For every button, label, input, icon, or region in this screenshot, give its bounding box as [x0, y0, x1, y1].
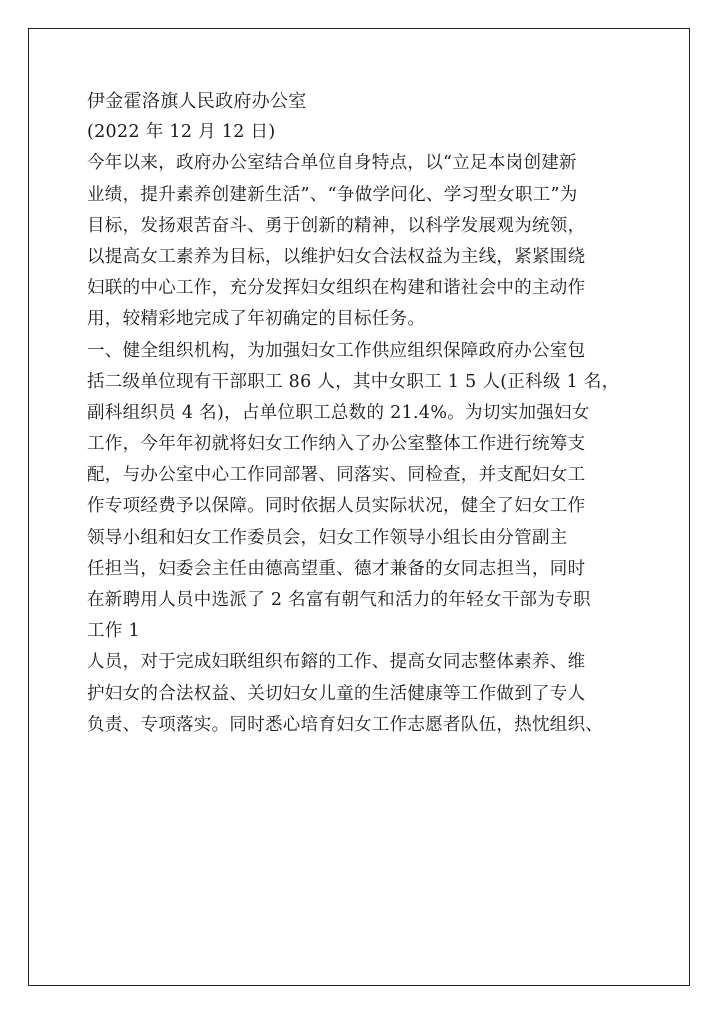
- body-line-17: 人员，对于完成妇联组织布鎔的工作、提高女同志整体素养、维: [87, 652, 586, 673]
- body-line-13: 领导小组和妇女工作委员会，妇女工作领导小组长由分管副主: [87, 527, 568, 548]
- body-line-3: 目标，发扬艰苦奋斗、勇于创新的精神，以科学发展观为统领，: [87, 215, 586, 236]
- body-line-11: 配，与办公室中心工作同部署、同落实、同检查，并支配妇女工: [87, 465, 586, 486]
- body-line-9: 副科组织员 4 名)，占单位职工总数的 21.4%。为切实加强妇女: [87, 402, 590, 423]
- org-title: 伊金霍洛旗人民政府办公室: [87, 91, 307, 112]
- section-heading-line: 一、健全组织机构，为加强妇女工作供应组织保障政府办公室包: [87, 340, 586, 361]
- body-line-8: 括二级单位现有干部职工 86 人，其中女职工 1 5 人(正科级 1 名，: [87, 371, 620, 392]
- body-line-10: 工作，今年年初就将妇女工作纳入了办公室整体工作进行统筹支: [87, 434, 586, 455]
- body-line-5: 妇联的中心工作，充分发挥妇女组织在构建和谐社会中的主动作: [87, 278, 586, 299]
- body-line-18: 护妇女的合法权益、关切妇女儿童的生活健康等工作做到了专人: [87, 683, 586, 704]
- body-line-1: 今年以来，政府办公室结合单位自身特点，以“立足本岗创建新: [87, 153, 577, 174]
- body-line-14: 任担当，妇委会主任由德高望重、德才兼备的女同志担当，同时: [87, 558, 586, 579]
- date-line: (2022 年 12 月 12 日): [87, 122, 276, 143]
- body-line-19: 负责、专项落实。同时悉心培育妇女工作志愿者队伍，热忱组织、: [87, 714, 604, 735]
- body-line-2: 业绩，提升素养创建新生活”、“争做学问化、学习型女职工”为: [87, 184, 578, 205]
- body-line-15: 在新聘用人员中选派了 2 名富有朝气和活力的年轻女干部为专职: [87, 590, 591, 610]
- document-body: [87, 86, 647, 741]
- body-line-4: 以提高女工素养为目标，以维护妇女合法权益为主线，紧紧围绕: [87, 246, 586, 267]
- body-line-12: 作专项经费予以保障。同时依据人员实际状况，健全了妇女工作: [87, 496, 586, 517]
- body-line-16: 工作 1: [87, 621, 140, 642]
- body-line-6: 用，较精彩地完成了年初确定的目标任务。: [87, 309, 426, 330]
